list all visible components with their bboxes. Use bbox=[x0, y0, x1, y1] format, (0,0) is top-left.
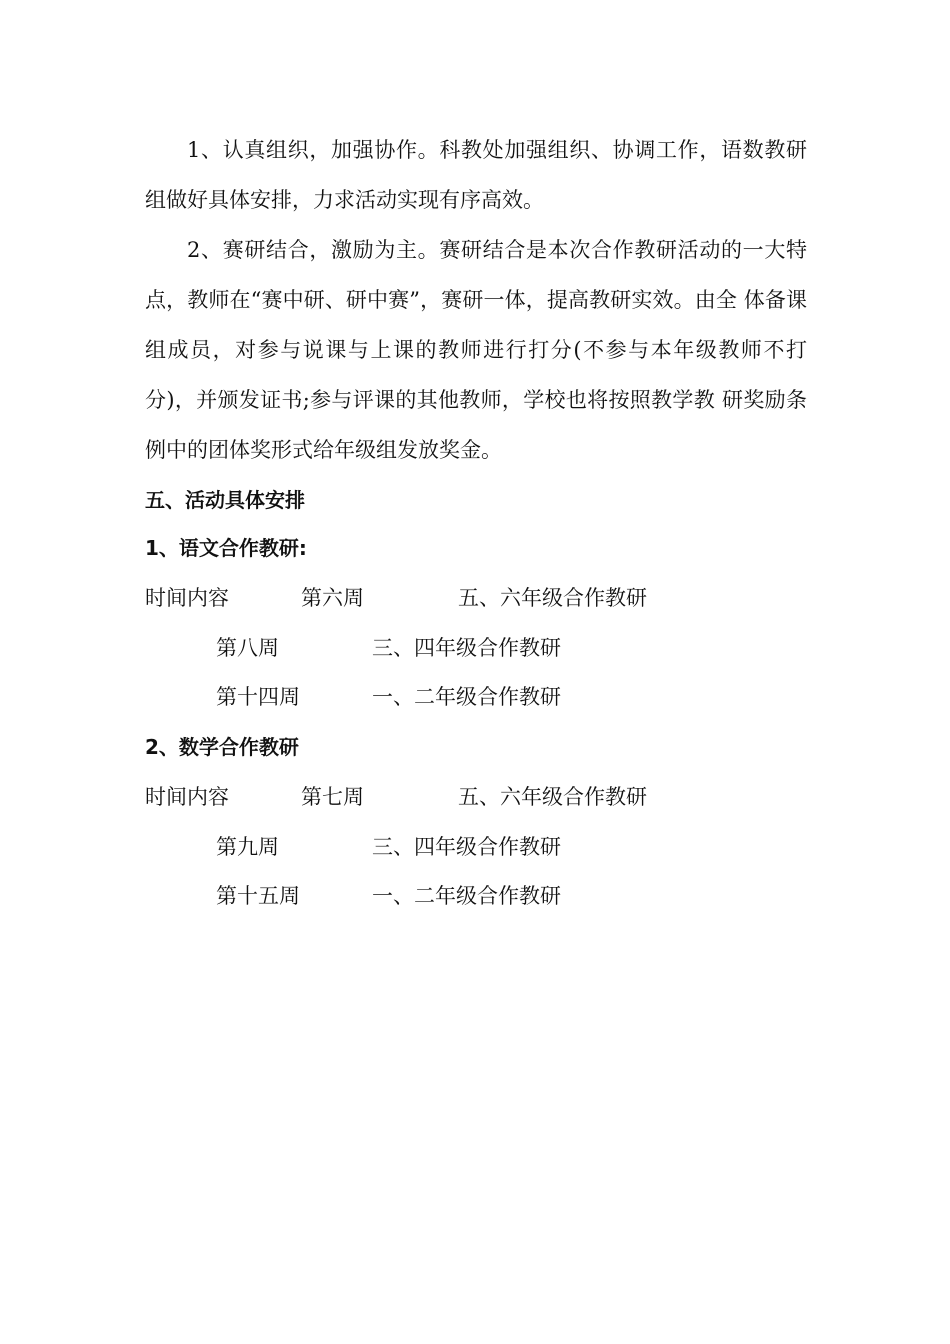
chinese-week: 第八周 bbox=[216, 636, 279, 660]
chinese-week: 第十四周 bbox=[216, 685, 300, 709]
math-grade: 三、四年级合作教研 bbox=[372, 835, 561, 859]
math-grade: 一、二年级合作教研 bbox=[372, 884, 561, 908]
math-week: 第十五周 bbox=[216, 884, 300, 908]
section-heading-schedule: 五、活动具体安排 bbox=[145, 488, 305, 512]
paragraph-competition: 2、赛研结合，激励为主。赛研结合是本次合作教研活动的一大特点，教师在“赛中研、研中赛”，赛研一体，提高教研实效。由全 体备课组成员，对参与说课与上课的教师进行打分(不参与本年级教师不打分)，并颁发证书;参与评课的其他教师，学校也将按照教学教 研奖励条例中的团体奖形式给年级组发放奖金。 bbox=[145, 238, 807, 462]
math-week: 第七周 bbox=[301, 785, 364, 809]
subheading-chinese: 1、语文合作教研: bbox=[145, 536, 307, 560]
chinese-grade: 一、二年级合作教研 bbox=[372, 685, 561, 709]
chinese-time-label: 时间内容 bbox=[145, 586, 229, 610]
math-grade: 五、六年级合作教研 bbox=[458, 785, 647, 809]
chinese-grade: 三、四年级合作教研 bbox=[372, 636, 561, 660]
chinese-week: 第六周 bbox=[301, 586, 364, 610]
chinese-grade: 五、六年级合作教研 bbox=[458, 586, 647, 610]
math-time-label: 时间内容 bbox=[145, 785, 229, 809]
subheading-math: 2、数学合作教研 bbox=[145, 735, 299, 759]
math-week: 第九周 bbox=[216, 835, 279, 859]
paragraph-organize: 1、认真组织，加强协作。科教处加强组织、协调工作，语数教研组做好具体安排，力求活动实现有序高效。 bbox=[145, 138, 807, 212]
